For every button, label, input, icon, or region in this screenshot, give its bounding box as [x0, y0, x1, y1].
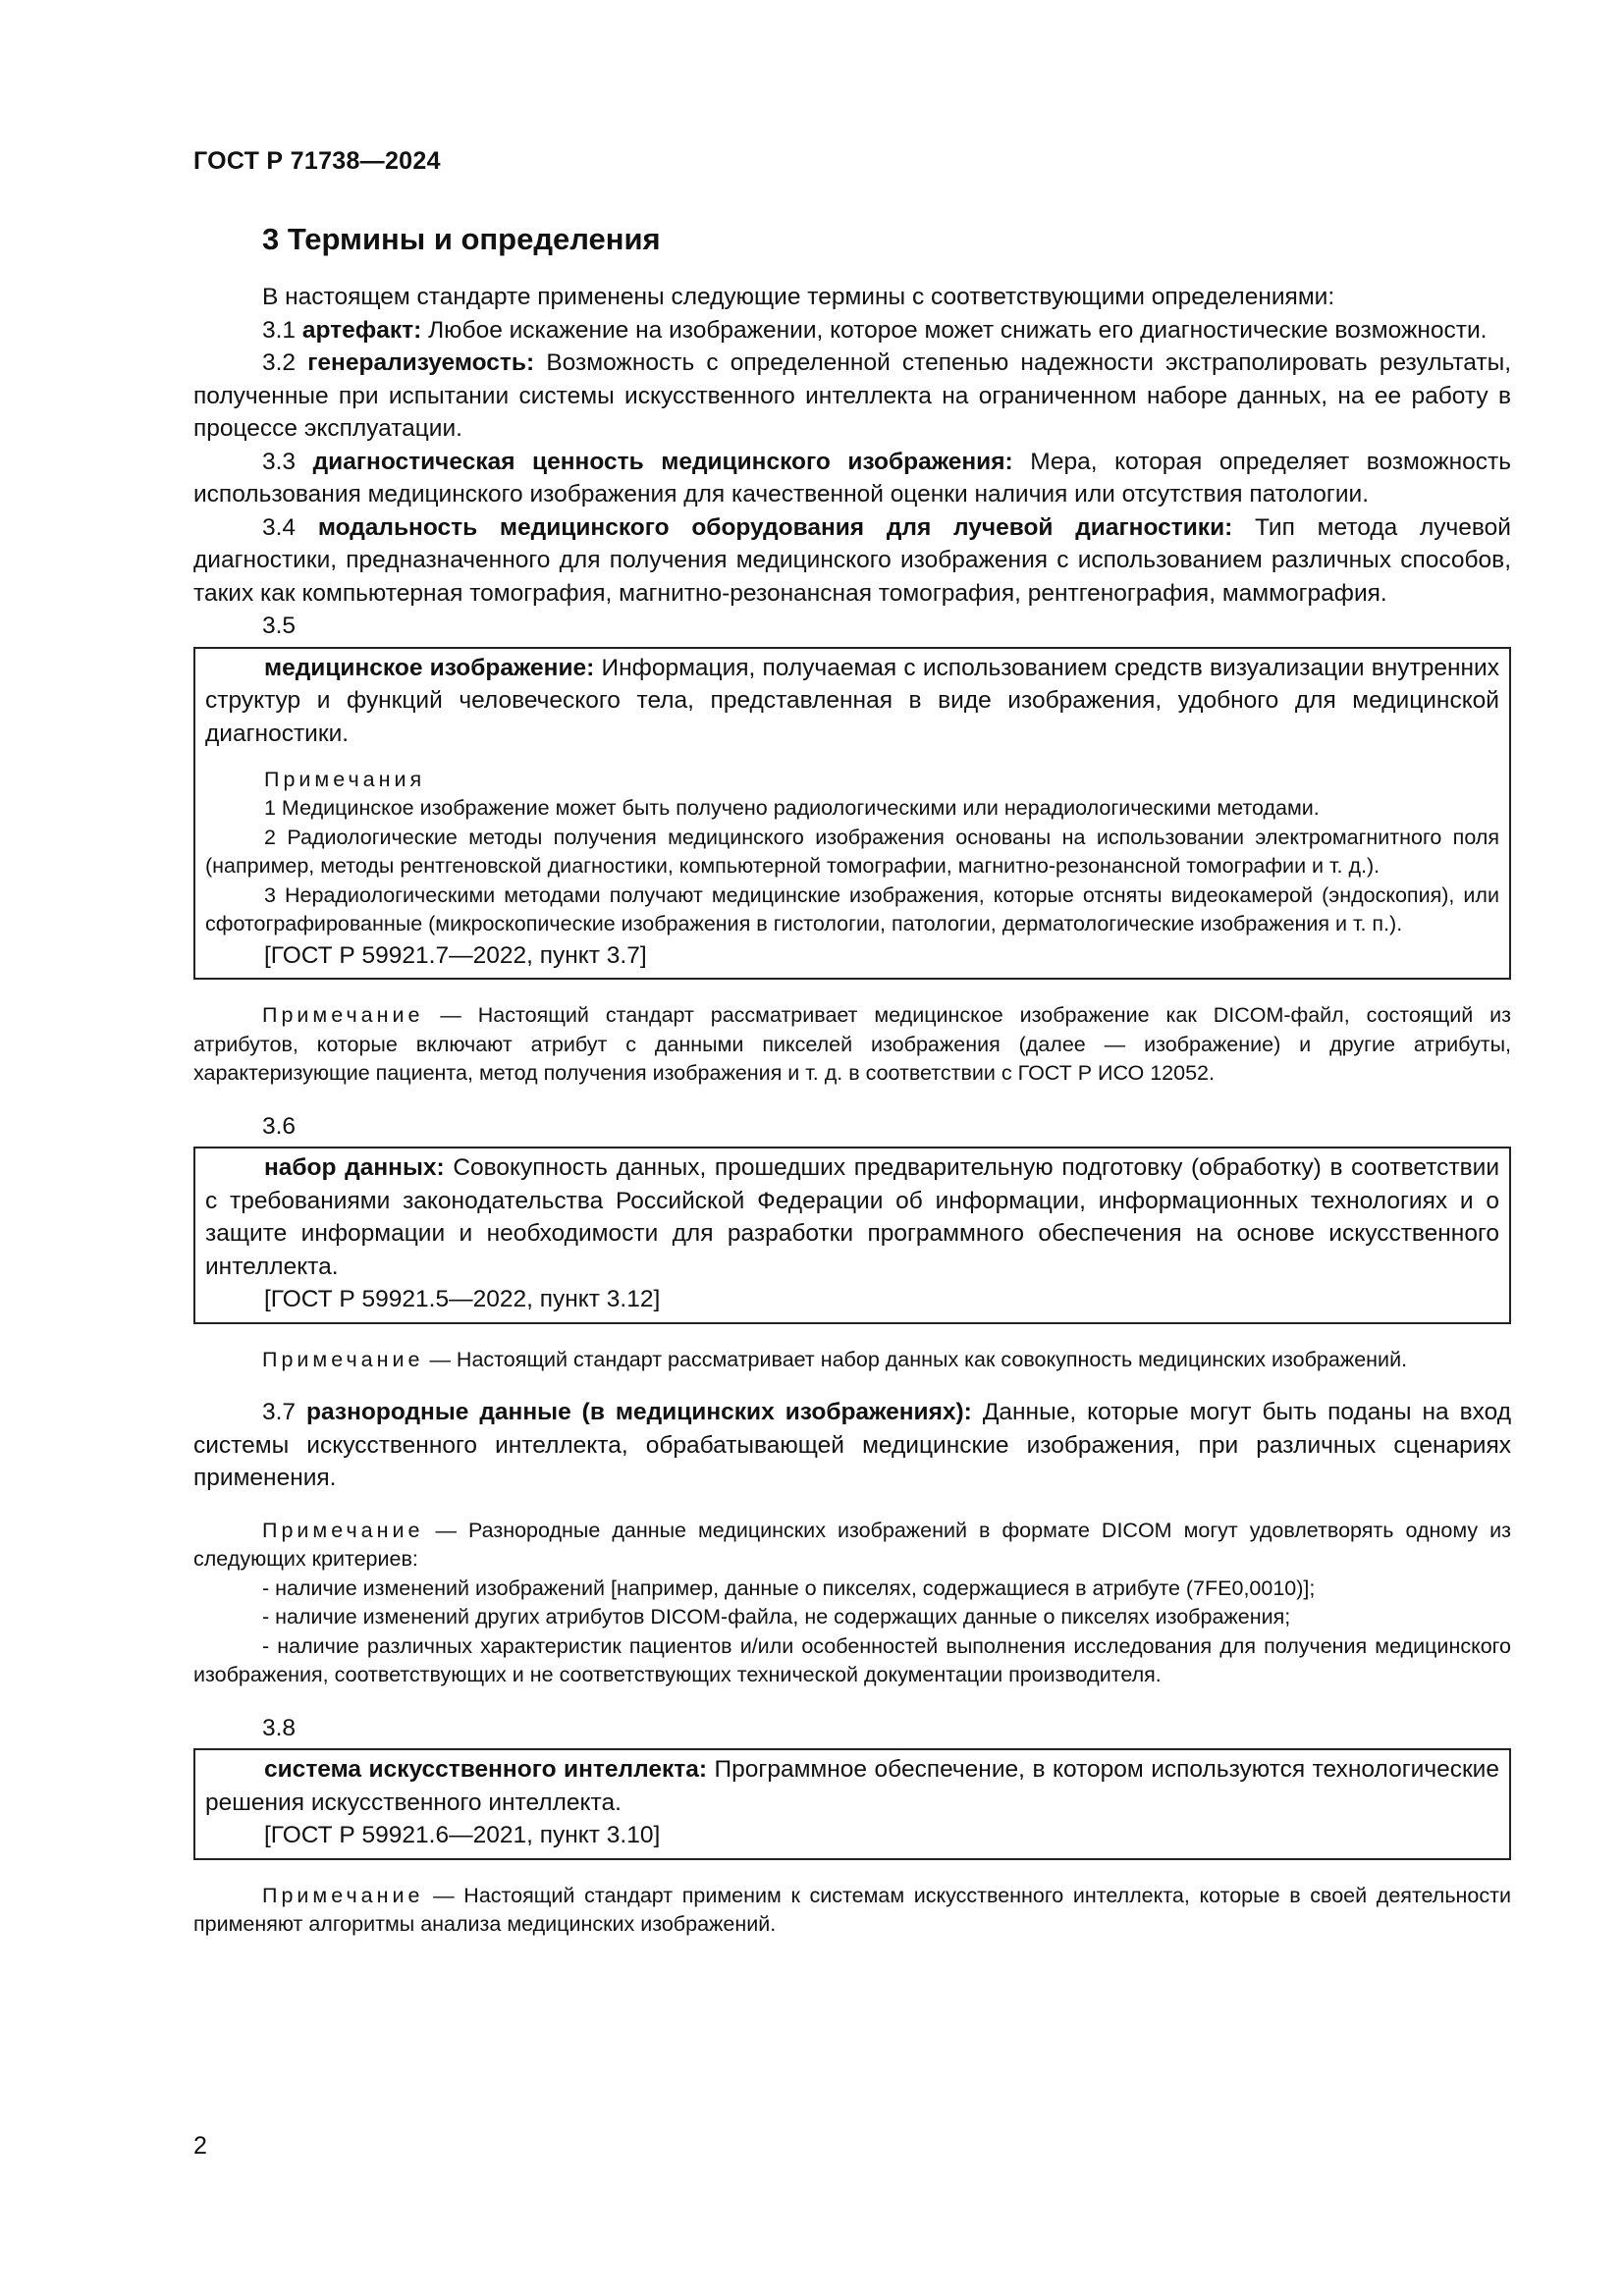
- term-note-3-7: [193, 1517, 1511, 1575]
- term-definition: Любое искажение на изображении, которое может снижать его диагностические возможности.: [428, 316, 1488, 344]
- term-note-3-5: [193, 1001, 1511, 1089]
- note-text: — Разнородные данные медицинских изображений в формате DICOM могут удовлетворять одному из следующих критериев:: [193, 1518, 1511, 1572]
- term-name: артефакт:: [301, 316, 422, 344]
- term-definition: Мера, которая определяет возможность использования медицинского изображения для качественной оценки наличия или отсутствия патологии.: [193, 448, 1512, 508]
- term-definition: Тип метода лучевой диагностики, предназначенного для получения медицинского изображения с использованием различных способов, таких как компьютерная томография, магнитно-резонансная томография, рентгенография, маммография.: [193, 513, 1511, 607]
- term-note-3-8: [193, 1882, 1511, 1940]
- page-number: 2: [193, 2132, 207, 2160]
- term-name: генерализуемость:: [307, 349, 535, 377]
- note-label: Примечание: [262, 1347, 424, 1371]
- term-name: модальность медицинского оборудования для лучевой диагностики:: [317, 513, 1233, 541]
- term-3-5: [205, 652, 1499, 751]
- term-3-2: [193, 347, 1511, 446]
- note-text: — Настоящий стандарт рассматривает набор данных как совокупность медицинских изображений.: [429, 1347, 1408, 1371]
- term-3-6: [205, 1151, 1499, 1283]
- document-body: [193, 221, 1511, 1940]
- term-definition: Данные, которые могут быть поданы на вход системы искусственного интеллекта, обрабатывающей медицинские изображения, при различных сценариях применения.: [193, 1399, 1511, 1492]
- criteria-item: - наличие различных характеристик пациентов и/или особенностей выполнения исследования для получения медицинского изображения, соответствующих и не соответствующих технической документации производителя.: [193, 1633, 1511, 1687]
- criteria-item: - наличие изменений изображений [например, данные о пикселях, содержащиеся в атрибуте (7FE0,0010)];: [262, 1575, 1316, 1600]
- term-number: 3.2: [262, 349, 297, 377]
- section-title: 3 Термины и определения: [262, 222, 661, 256]
- source-reference: [ГОСТ Р 59921.5—2022, пункт 3.12]: [264, 1286, 661, 1313]
- term-box-3-6: [193, 1147, 1511, 1324]
- term-name: набор данных:: [264, 1154, 445, 1182]
- term-3-4: [193, 511, 1511, 611]
- source-reference: [ГОСТ Р 59921.6—2021, пункт 3.10]: [264, 1822, 661, 1849]
- term-definition: Информация, получаемая с использованием средств визуализации внутренних структур и функций человеческого тела, представленная в виде изображения, удобного для медицинской диагностики.: [205, 654, 1499, 747]
- note-label: Примечание: [262, 1883, 424, 1907]
- term-definition: Программное обеспечение, в котором используются технологические решения искусственного интеллекта.: [205, 1756, 1499, 1816]
- note-item: 2 Радиологические методы получения медицинского изображения основаны на использовании электромагнитного поля (например, методы рентгеновской диагностики, компьютерной томографии, магнитно-резонансной томографии и т. д.).: [205, 825, 1499, 879]
- term-definition: Совокупность данных, прошедших предварительную подготовку (обработку) в соответствии с требованиями законодательства Российской Федерации об информации, информационных технологиях и о защите информации и необходимости для разработки программного обеспечения на основе искусственного интеллекта.: [205, 1154, 1499, 1280]
- term-box-3-5: [193, 647, 1511, 981]
- note-text: — Настоящий стандарт применим к системам искусственного интеллекта, которые в своей деятельности применяют алгоритмы анализа медицинских изображений.: [193, 1883, 1511, 1937]
- document-id-header: ГОСТ Р 71738—2024: [193, 147, 441, 175]
- term-number: 3.1: [262, 316, 297, 344]
- section-intro: В настоящем стандарте применены следующие термины с соответствующими определениями:: [262, 284, 1335, 311]
- note-label: Примечание: [262, 1003, 424, 1028]
- term-name: разнородные данные (в медицинских изображениях):: [306, 1399, 972, 1426]
- note-item: 1 Медицинское изображение может быть получено радиологическими или нерадиологическими методами.: [264, 796, 1320, 821]
- term-box-3-8: [193, 1748, 1511, 1860]
- term-name: система искусственного интеллекта:: [264, 1756, 708, 1784]
- note-text: — Настоящий стандарт рассматривает медицинское изображение как DICOM-файл, состоящий из атрибутов, которые включают атрибут с данными пикселей изображения (далее — изображение) и другие атрибуты, характеризующие пациента, метод получения изображения и т. д. в соответствии с ГОСТ Р ИСО 12052.: [193, 1003, 1511, 1086]
- criteria-item: - наличие изменений других атрибутов DICOM-файла, не содержащих данные о пикселях изображения;: [262, 1605, 1291, 1629]
- term-name: медицинское изображение:: [264, 654, 595, 681]
- term-name: диагностическая ценность медицинского изображения:: [312, 448, 1013, 475]
- source-reference: [ГОСТ Р 59921.7—2022, пункт 3.7]: [264, 941, 647, 969]
- term-number-3-6: 3.6: [262, 1112, 297, 1140]
- term-number: 3.3: [262, 448, 297, 475]
- note-label: Примечание: [262, 1518, 424, 1542]
- term-definition: Возможность с определенной степенью надежности экстраполировать результаты, полученные при испытании системы искусственного интеллекта на ограниченном наборе данных, на ее работу в процессе эксплуатации.: [193, 349, 1512, 443]
- notes-heading: Примечания: [264, 768, 426, 792]
- term-number-3-5: 3.5: [262, 613, 297, 640]
- term-number: 3.7: [262, 1399, 297, 1426]
- term-note-3-6: [193, 1346, 1511, 1375]
- term-number: 3.4: [262, 513, 297, 541]
- term-3-1: [193, 314, 1511, 347]
- term-3-7: [193, 1396, 1511, 1495]
- term-3-3: [193, 446, 1511, 511]
- term-number-3-8: 3.8: [262, 1714, 297, 1741]
- note-item: 3 Нерадиологическими методами получают медицинские изображения, которые отсняты видеокамерой (эндоскопия), или сфотографированные (микроскопические изображения в гистологии, патологии, дерматологические изображения и т. п.).: [205, 882, 1499, 936]
- term-3-8: [205, 1753, 1499, 1819]
